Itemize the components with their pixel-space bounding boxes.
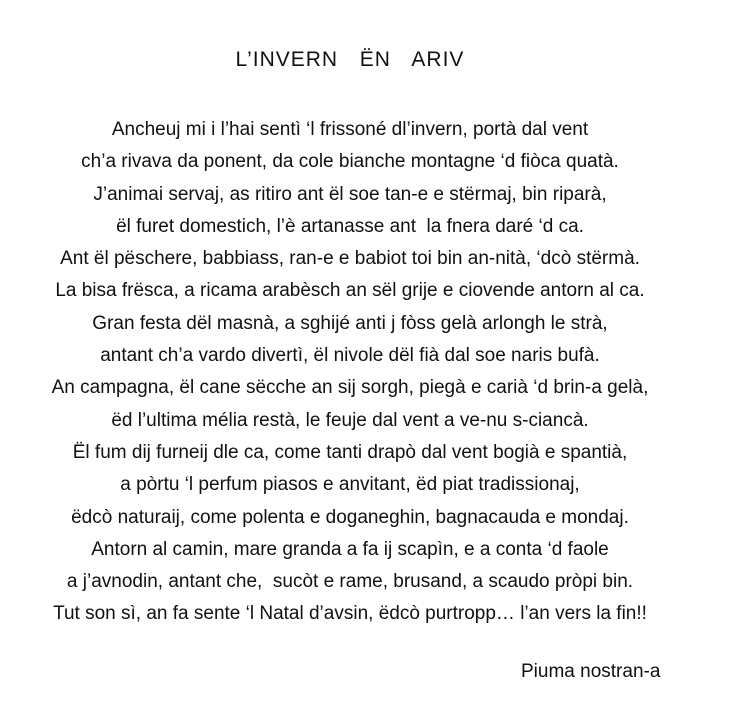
poem-line: antant ch’a vardo divertì, ël nivole dël fià dal soe naris bufà. — [100, 345, 600, 367]
poem-line: Tut son sì, an fa sente ‘l Natal d’avsin, ëdcò purtropp… l’an vers la fin!! — [53, 603, 647, 625]
poem-line: Gran festa dël masnà, a sghijé anti j fòss gelà arlongh le strà, — [92, 312, 608, 334]
poem-line: Ël fum dij furneij dle ca, come tanti drapò dal vent bogià e spantià, — [72, 441, 628, 463]
poem-line: ëdcò naturaij, come polenta e doganeghin, bagnacauda e mondaj. — [71, 506, 629, 528]
poem-line: ëd l’ultima mélia restà, le feuje dal vent a ve-nu s-ciancà. — [111, 409, 589, 431]
poem-line: J’animai servaj, as ritiro ant ël soe tan-e e stërmaj, bin riparà, — [93, 183, 607, 205]
poem-line: Ant ël pëschere, babbiass, ran-e e babiot toi bin an-nità, ‘dcò stërmà. — [60, 248, 640, 270]
poem-line: Antorn al camin, mare granda a fa ij scapìn, e a conta ‘d faole — [91, 538, 609, 560]
poem-title: L’INVERN ËN ARIV — [235, 48, 465, 71]
poem-line: ch’a rivava da ponent, da cole bianche montagne ‘d fiòca quatà. — [81, 151, 619, 173]
poem-line: La bisa frësca, a ricama arabèsch an sël grije e ciovende antorn al ca. — [55, 280, 645, 302]
poem-line: a pòrtu ‘l perfum piasos e anvitant, ëd piat tradissionaj, — [120, 474, 580, 496]
poem-line: a j’avnodin, antant che, sucòt e rame, brusand, a scaudo pròpi bin. — [66, 571, 634, 593]
poem-line: An campagna, ël cane sëcche an sij sorgh, piegà e carià ‘d brin-a gelà, — [51, 377, 649, 399]
author-signature: Piuma nostran-a — [521, 661, 661, 682]
poem-line: Ancheuj mi i l’hai sentì ‘l frissoné dl’invern, portà dal vent — [111, 119, 589, 140]
poem-line: ël furet domestich, l’è artanasse ant la fnera daré ‘d ca. — [116, 215, 584, 237]
poem-body — [0, 114, 700, 631]
